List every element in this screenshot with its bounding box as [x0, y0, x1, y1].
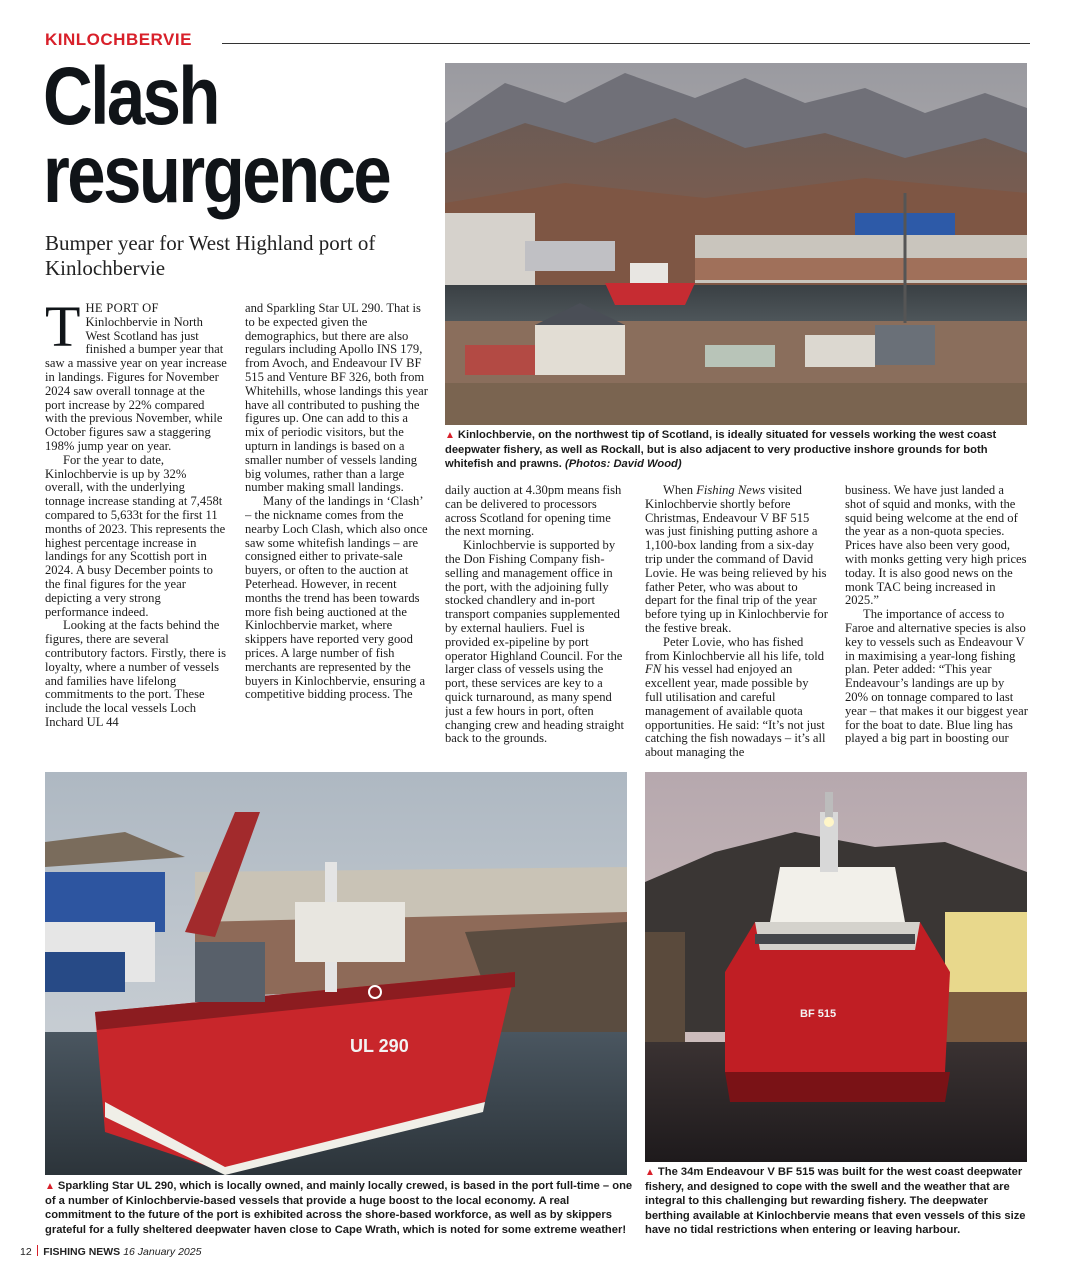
photo-harbour-landscape	[445, 63, 1027, 425]
hull-registration-right: BF 515	[800, 1008, 837, 1020]
footer-divider	[37, 1245, 39, 1256]
caption-arrow-icon: ▲	[645, 1167, 655, 1178]
caption-bottom-right-text: The 34m Endeavour V BF 515 was built for the west coast deepwater fishery, and designed to cope with the swell and the weather that are integral to this challenging but rewarding fishery. The deepwater berthing available at Kinlochbervie means that even vessels of this size have no tidal restrictions when entering or leaving harbour.	[645, 1166, 1026, 1236]
caption-top	[445, 428, 1030, 472]
issue-date: 16 January 2025	[123, 1246, 202, 1258]
section-label: KINLOCHBERVIE	[45, 30, 192, 49]
paragraph-6: daily auction at 4.30pm means fish can be delivered to processors across Scotland for opening time the next morning.	[445, 484, 622, 539]
page-number: 12	[20, 1246, 32, 1258]
body-column-3	[445, 484, 628, 764]
paragraph-2: For the year to date, Kinlochbervie is up by 32% overall, with the underlying tonnage increase standing at 7,458t compared to 5,633t for the first 11 months of 2023. This represents the highest percentage increase in landings for any Scottish port in 2024. A busy December points to the final figures for the year depicting a very strong performance indeed.	[45, 452, 226, 619]
sparkling-star-image	[45, 772, 627, 1175]
paragraph-8-text-a: When	[663, 484, 697, 497]
paragraph-9-text-b: his vessel had enjoyed an excellent year, made possible by full utilisation and careful management of available quota opportunities. He said: “It’s not just catching the fish nowadays – it’s all about managing the	[645, 662, 826, 760]
caption-top-text: Kinlochbervie, on the northwest tip of Scotland, is ideally situated for vessels working the west coast deepwater fishery, as well as Rockall, but is also adjacent to very productive inshore grounds for both whitefish and prawns.	[445, 429, 997, 471]
caption-bottom-left-text: Sparkling Star UL 290, which is locally owned, and mainly locally crewed, is based in the port full-time – one of a number of Kinlochbervie-based vessels that provide a huge boost to the local economy. A real commitment to the future of the port is exhibited across the shore-based workforce, as well as by skippers grateful for a fully sheltered deepwater haven close to Cape Wrath, which is noted for some extreme weather!	[45, 1180, 633, 1236]
body-column-2	[245, 302, 428, 764]
paragraph-9-text-a: Peter Lovie, who has fished from Kinlochbervie all his life, told	[645, 634, 825, 663]
photo-credit: (Photos: David Wood)	[564, 458, 682, 471]
paragraph-5: Many of the landings in ‘Clash’ – the nickname comes from the nearby Loch Clash, which also once saw some whitefish landings – are consigned either to private-sale buyers, or often to the auction at Peterhead. However, in recent months the trend has been towards more fish being auctioned at the Kinlochbervie market, where skippers have reported very good prices. A large number of fish merchants are represented by the buyers in Kinlochbervie, ensuring a competitive bidding process. The	[245, 494, 428, 702]
body-column-4	[645, 484, 828, 764]
caption-arrow-icon: ▲	[445, 430, 455, 441]
headline-line-2: resurgence	[43, 129, 390, 220]
paragraph-3: Looking at the facts behind the figures, there are several contributory factors. Firstly, there is loyalty, where a number of vessels and families have lifelong commitments to the port. These include the local vessels Loch Inchard UL 44	[45, 618, 227, 729]
lead-caps: HE PORT OF	[85, 302, 159, 315]
paragraph-1-text: Kinlochbervie in North West Scotland has just finished a bumper year that saw a massive year on year increase in landings. Figures for November 2024 saw overall tonnage at the port increase by 22% compared with the previous November, while October figures saw a staggering 198% jump year on year.	[45, 314, 227, 453]
page-footer	[20, 1245, 201, 1259]
standfirst: Bumper year for West Highland port of Kinlochbervie	[45, 231, 376, 280]
paragraph-8-text-b: visited Kinlochbervie shortly before Christmas, Endeavour V BF 515 was just finishing putting ashore a 1,100-box landing from a six-day trip under the command of David Lovie. He was being relieved by his father Peter, who was about to depart for the final trip of the year before tying up in Kinlochbervie for the festive break.	[645, 484, 828, 635]
paragraph-8	[645, 484, 828, 636]
photo-endeavour-v	[645, 772, 1027, 1162]
paragraph-7: Kinlochbervie is supported by the Don Fishing Company fish-selling and management office in the port, with the adjoining fully stocked chandlery and in-port transport companies supplemented by external hauliers. Fuel is provided ex-pipeline by port operator Highland Council. For the larger class of vessels using the port, these services are key to a quick turnaround, as many spend just a few hours in port, often changing crew and heading straight back to the grounds.	[445, 538, 625, 746]
paragraph-8-italic: Fishing News	[696, 484, 766, 497]
paragraph-4: and Sparkling Star UL 290. That is to be expected given the demographics, but there are also regulars including Apollo INS 179, from Avoch, and Endeavour IV BF 515 and Venture BF 326, both from Whitehills, whose landings this year have all contributed to pushing the figures up. One can add to this a mix of periodic visitors, but the upturn in landings is based on a smaller number of vessels landing big volumes, rather than a large number making small landings.	[245, 302, 428, 495]
drop-cap: T	[45, 302, 81, 359]
endeavour-v-image	[645, 772, 1027, 1162]
body-column-5	[845, 484, 1028, 764]
body-column-1	[45, 302, 227, 764]
paragraph-11: The importance of access to Faroe and alternative species is also key to vessels such as Endeavour V in maximising a year-long fishing plan. Peter added: “This year Endeavour’s landings are up by 20% on tonnage compared to last year – that makes it our biggest year for the boat to date. Blue ling has played a big part in boosting our	[845, 607, 1028, 746]
caption-bottom-right	[645, 1165, 1030, 1237]
photo-sparkling-star	[45, 772, 627, 1175]
headline-line-1: Clash	[43, 51, 218, 142]
paragraph-10: business. We have just landed a shot of squid and monks, with the squid being welcome at the end of the year as a non-quota species. Prices have also been very good, with monks getting very high prices today. It is also good news on the monk TAC being increased in 2025.”	[845, 484, 1027, 608]
paragraph-9	[645, 636, 828, 760]
paragraph-9-italic: FN	[645, 662, 662, 677]
headline	[43, 51, 390, 220]
section-rule	[222, 43, 1030, 44]
harbour-landscape-image	[445, 63, 1027, 425]
publication-name: FISHING NEWS	[43, 1246, 121, 1258]
paragraph-1	[45, 302, 227, 454]
caption-bottom-left	[45, 1179, 635, 1237]
caption-arrow-icon: ▲	[45, 1181, 55, 1192]
hull-registration-left: UL 290	[350, 1036, 409, 1056]
